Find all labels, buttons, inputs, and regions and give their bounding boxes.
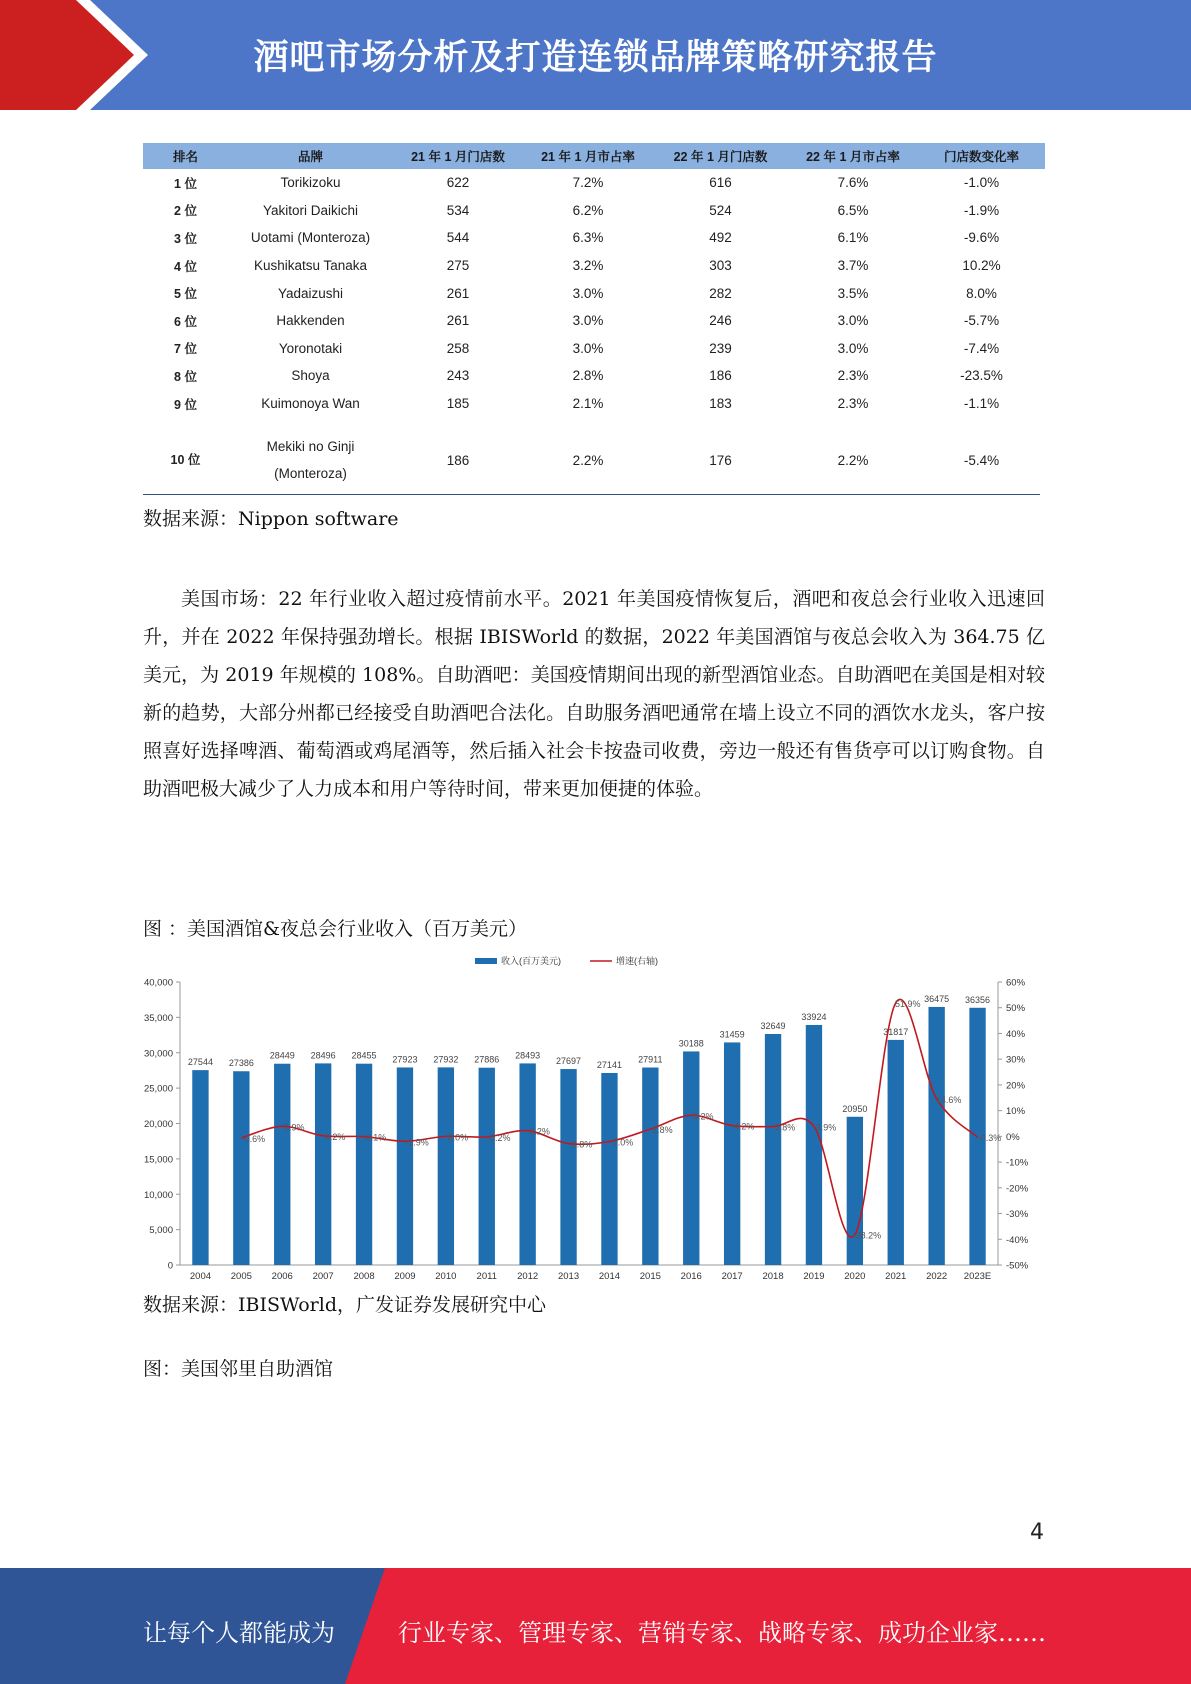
- share-22-cell: 2.3%: [837, 396, 869, 412]
- stores-21-cell: 622: [446, 175, 470, 191]
- bar: [642, 1068, 658, 1265]
- share-21-cell: 2.2%: [572, 452, 604, 468]
- share-22-cell: 7.6%: [837, 175, 869, 191]
- stores-21-cell: 534: [446, 202, 470, 218]
- y-right-tick-label: -50%: [1006, 1260, 1029, 1272]
- growth-value-label: 3.9%: [283, 1122, 305, 1133]
- change-cell: -7.4%: [963, 340, 1000, 356]
- col-header-brand: 品牌: [228, 143, 393, 169]
- y-right-tick-label: 0%: [1006, 1131, 1020, 1143]
- x-tick-label: 2012: [517, 1271, 539, 1282]
- rank-cell: 7 位: [174, 342, 197, 357]
- bar-value-label: 32649: [760, 1021, 786, 1032]
- y-right-tick-label: 20%: [1006, 1080, 1026, 1092]
- brand-line: (Monteroza): [274, 466, 347, 482]
- share-21-cell: 3.2%: [572, 258, 604, 274]
- table-row: [143, 224, 1045, 252]
- y-left-tick-label: 30,000: [143, 1048, 173, 1060]
- bar: [806, 1025, 822, 1265]
- bar: [397, 1067, 413, 1265]
- table-row: [143, 390, 1045, 418]
- share-21-cell: 6.3%: [572, 230, 604, 246]
- rank-cell: 10 位: [170, 452, 201, 467]
- bar: [315, 1063, 331, 1265]
- figure-caption-revenue: 图 ：美国酒馆&夜总会行业收入（百万美元）: [143, 918, 527, 940]
- bar-value-label: 33924: [801, 1011, 827, 1022]
- bar-value-label: 27923: [392, 1054, 418, 1065]
- share-21-cell: 3.0%: [572, 340, 604, 356]
- bar: [724, 1042, 740, 1265]
- brand-cell: Kushikatsu Tanaka: [253, 258, 368, 274]
- brand-cell: Hakkenden: [276, 313, 345, 329]
- y-left-tick-label: 25,000: [143, 1083, 173, 1095]
- bar: [233, 1071, 249, 1265]
- brand-cell: Uotami (Monteroza): [250, 230, 371, 246]
- y-right-tick-label: 10%: [1006, 1106, 1026, 1118]
- share-22-cell: 2.3%: [837, 368, 869, 384]
- bar: [847, 1117, 863, 1265]
- bar-value-label: 36356: [965, 994, 991, 1005]
- change-cell: 8.0%: [966, 285, 997, 301]
- growth-value-label: -1.9%: [405, 1137, 429, 1148]
- share-22-cell: 3.0%: [837, 340, 869, 356]
- brand-line: Mekiki no Ginji: [266, 439, 355, 455]
- growth-value-label: -0.6%: [241, 1133, 266, 1144]
- y-left-tick-label: 40,000: [143, 977, 173, 989]
- change-cell: -1.1%: [963, 396, 1000, 412]
- rank-cell: 4 位: [174, 259, 197, 274]
- x-tick-label: 2021: [885, 1271, 907, 1282]
- bar-value-label: 28496: [310, 1050, 336, 1061]
- us-bar-revenue-chart: [130, 948, 1050, 1286]
- brand-ranking-table: [143, 143, 1045, 489]
- bar-value-label: 31459: [719, 1029, 745, 1040]
- growth-value-label: -38.2%: [852, 1230, 882, 1241]
- rank-cell: 2 位: [174, 204, 197, 219]
- bar-value-label: 28493: [515, 1050, 541, 1061]
- change-cell: -5.7%: [963, 313, 1000, 329]
- share-22-cell: 2.2%: [837, 452, 869, 468]
- x-tick-label: 2009: [394, 1271, 416, 1282]
- table-row: [143, 335, 1045, 363]
- y-left-tick-label: 0: [167, 1260, 173, 1272]
- share-22-cell: 6.5%: [837, 202, 869, 218]
- bar-value-label: 27386: [228, 1058, 254, 1069]
- stores-21-cell: 544: [446, 230, 470, 246]
- table-bottom-rule: [143, 494, 1040, 495]
- growth-value-label: 0.0%: [447, 1132, 469, 1143]
- growth-value-label: 4.2%: [733, 1121, 755, 1132]
- table-source-note: 数据来源：Nippon software: [143, 508, 399, 530]
- brand-cell: Kuimonoya Wan: [261, 396, 360, 412]
- bar-value-label: 27932: [433, 1054, 459, 1065]
- y-right-tick-label: -20%: [1006, 1183, 1029, 1195]
- bar: [274, 1064, 290, 1265]
- bar-value-label: 28455: [351, 1050, 377, 1061]
- stores-21-cell: 261: [446, 313, 470, 329]
- x-tick-label: 2007: [312, 1271, 334, 1282]
- bar: [683, 1051, 699, 1265]
- share-21-cell: 2.1%: [572, 396, 604, 412]
- rank-cell: 6 位: [174, 314, 197, 329]
- bar: [765, 1034, 781, 1265]
- x-tick-label: 2006: [271, 1271, 293, 1282]
- table-row: [143, 252, 1045, 280]
- bar-value-label: 36475: [924, 993, 950, 1004]
- rank-cell: 3 位: [174, 231, 197, 246]
- share-21-cell: 6.2%: [572, 202, 604, 218]
- x-tick-label: 2019: [803, 1271, 825, 1282]
- x-tick-label: 2005: [230, 1271, 252, 1282]
- stores-22-cell: 524: [709, 202, 732, 218]
- bar-value-label: 27544: [187, 1057, 213, 1068]
- stores-22-cell: 303: [709, 258, 732, 274]
- bar: [601, 1073, 617, 1265]
- stores-21-cell: 258: [446, 340, 470, 356]
- bar: [438, 1067, 454, 1265]
- bar-value-label: 27697: [556, 1056, 582, 1067]
- y-right-tick-label: -40%: [1006, 1234, 1029, 1246]
- bar-value-label: 30188: [678, 1038, 704, 1049]
- share-22-cell: 6.1%: [837, 230, 869, 246]
- growth-value-label: 8.2%: [692, 1111, 714, 1122]
- change-cell: -5.4%: [963, 452, 1000, 468]
- share-21-cell: 3.0%: [572, 285, 604, 301]
- y-left-tick-label: 10,000: [143, 1189, 173, 1201]
- col-header-change: 门店数变化率: [918, 143, 1045, 169]
- rank-cell: 1 位: [174, 176, 197, 191]
- brand-cell: [228, 431, 393, 489]
- y-right-tick-label: 40%: [1006, 1028, 1026, 1040]
- stores-22-cell: 186: [709, 368, 732, 384]
- brand-cell: Yakitori Daikichi: [262, 202, 359, 218]
- footer-slogan-left: 让每个人都能成为: [143, 1619, 335, 1647]
- y-left-tick-label: 5,000: [149, 1225, 173, 1237]
- footer-slogan-right: 行业专家、管理专家、营销专家、战略专家、成功企业家……: [398, 1619, 1046, 1647]
- y-left-tick-label: 35,000: [143, 1012, 173, 1024]
- x-tick-label: 2020: [844, 1271, 866, 1282]
- x-tick-label: 2016: [680, 1271, 702, 1282]
- y-right-tick-label: 30%: [1006, 1054, 1026, 1066]
- growth-value-label: -0.3%: [977, 1133, 1002, 1144]
- page-number: 4: [1030, 1520, 1044, 1545]
- rank-cell: 9 位: [174, 397, 197, 412]
- brand-cell: Shoya: [291, 368, 330, 384]
- growth-value-label: 0.1%: [365, 1132, 387, 1143]
- change-cell: -1.9%: [963, 202, 1000, 218]
- stores-21-cell: 186: [446, 452, 470, 468]
- stores-22-cell: 239: [709, 340, 732, 356]
- y-right-tick-label: -30%: [1006, 1209, 1029, 1221]
- growth-value-label: -0.2%: [486, 1132, 511, 1143]
- y-left-tick-label: 20,000: [143, 1119, 173, 1130]
- table-row: [143, 169, 1045, 197]
- bar: [192, 1070, 208, 1265]
- change-cell: 10.2%: [962, 258, 1001, 274]
- col-header-share-22: 22 年 1 月市占率: [788, 143, 918, 169]
- x-tick-label: 2013: [557, 1271, 580, 1282]
- share-21-cell: 7.2%: [572, 175, 604, 191]
- bar: [888, 1040, 904, 1265]
- stores-22-cell: 616: [709, 175, 732, 191]
- bar-value-label: 20950: [842, 1103, 868, 1114]
- share-22-cell: 3.7%: [837, 258, 869, 274]
- figure-caption-selfservice: 图：美国邻里自助酒馆: [143, 1358, 334, 1380]
- col-header-share-21: 21 年 1 月市占率: [523, 143, 653, 169]
- col-header-stores-21: 21 年 1 月门店数: [393, 143, 523, 169]
- rank-cell: 8 位: [174, 369, 197, 384]
- growth-value-label: 3.8%: [774, 1122, 796, 1133]
- bar: [560, 1069, 576, 1265]
- growth-value-label: 2.2%: [529, 1126, 550, 1137]
- table-row: [143, 279, 1045, 307]
- report-title: 酒吧市场分析及打造连锁品牌策略研究报告: [253, 38, 938, 78]
- bar: [519, 1063, 535, 1265]
- stores-22-cell: 183: [709, 396, 732, 412]
- brand-cell: Yoronotaki: [278, 340, 343, 356]
- us-market-paragraph: 美国市场：22 年行业收入超过疫情前水平。2021 年美国疫情恢复后，酒吧和夜总会行业收入迅速回升，并在 2022 年保持强劲增长。根据 IBISWorld 的数据，2022 年美国酒馆与夜总会收入为 364.75 亿美元，为 2019 年规模的 108%。自助酒吧：美国疫情期间出现的新型酒馆业态。自助酒吧在美国是相对较新的趋势，大部分州都已经接受自助酒吧合法化。自助服务酒吧通常在墙上设立不同的酒饮水龙头，客户按照喜好选择啤酒、葡萄酒或鸡尾酒等，然后插入社会卡按盎司收费，旁边一般还有售货亭可以订购食物。自助酒吧极大减少了人力成本和用户等待时间，带来更加便捷的体验。: [143, 588, 1045, 800]
- x-tick-label: 2008: [353, 1271, 375, 1282]
- growth-value-label: 51.9%: [894, 998, 921, 1009]
- legend-label-revenue: 收入(百万美元): [501, 956, 561, 966]
- share-21-cell: 3.0%: [572, 313, 604, 329]
- growth-value-label: 0.2%: [324, 1131, 346, 1142]
- table-row: [143, 431, 1045, 489]
- x-tick-label: 2010: [435, 1271, 457, 1282]
- bar-value-label: 27886: [474, 1054, 500, 1065]
- stores-21-cell: 275: [446, 258, 470, 274]
- bar-value-label: 28449: [269, 1050, 295, 1061]
- x-tick-label: 2023E: [963, 1271, 992, 1282]
- bar-value-label: 27141: [596, 1059, 622, 1070]
- table-row: [143, 362, 1045, 390]
- stores-21-cell: 261: [446, 285, 470, 301]
- x-tick-label: 2018: [762, 1271, 784, 1282]
- y-left-tick-label: 15,000: [143, 1154, 173, 1166]
- table-row: [143, 197, 1045, 225]
- col-header-rank: 排名: [143, 143, 228, 169]
- y-right-tick-label: -10%: [1006, 1157, 1029, 1169]
- x-tick-label: 2014: [598, 1271, 621, 1282]
- share-22-cell: 3.5%: [837, 285, 869, 301]
- growth-value-label: 14.6%: [935, 1094, 962, 1105]
- legend-label-growth: 增速(右轴): [616, 956, 658, 966]
- brand-cell: Torikizoku: [280, 175, 341, 191]
- stores-22-cell: 282: [709, 285, 732, 301]
- growth-value-label: -2.0%: [609, 1137, 634, 1148]
- change-cell: -9.6%: [963, 230, 1000, 246]
- growth-value-label: 2.8%: [652, 1125, 673, 1136]
- stores-22-cell: 492: [709, 230, 732, 246]
- rank-cell: 5 位: [174, 287, 197, 302]
- share-21-cell: 2.8%: [572, 368, 604, 384]
- brand-cell: Yadaizushi: [277, 285, 344, 301]
- bar-value-label: 31817: [883, 1026, 909, 1037]
- growth-value-label: 3.9%: [815, 1122, 837, 1133]
- bar: [356, 1064, 372, 1265]
- growth-value-label: -2.8%: [568, 1139, 593, 1150]
- bar: [479, 1068, 495, 1265]
- bar: [928, 1007, 944, 1265]
- x-tick-label: 2015: [639, 1271, 661, 1282]
- stores-21-cell: 185: [446, 396, 470, 412]
- stores-22-cell: 246: [709, 313, 732, 329]
- stores-22-cell: 176: [709, 452, 732, 468]
- change-cell: -23.5%: [960, 368, 1003, 384]
- stores-21-cell: 243: [446, 368, 470, 384]
- x-tick-label: 2017: [721, 1271, 743, 1282]
- col-header-stores-22: 22 年 1 月门店数: [653, 143, 788, 169]
- x-tick-label: 2004: [189, 1271, 212, 1282]
- x-tick-label: 2022: [926, 1271, 948, 1282]
- bar-value-label: 27911: [638, 1054, 663, 1065]
- table-header-row: [143, 143, 1045, 169]
- share-22-cell: 3.0%: [837, 313, 869, 329]
- y-right-tick-label: 50%: [1006, 1003, 1026, 1015]
- x-tick-label: 2011: [476, 1271, 497, 1282]
- y-right-tick-label: 60%: [1006, 977, 1026, 989]
- chart-source-note: 数据来源：IBISWorld，广发证券发展研究中心: [143, 1294, 546, 1316]
- change-cell: -1.0%: [963, 175, 1000, 191]
- table-row: [143, 307, 1045, 335]
- legend-swatch-revenue: [475, 958, 497, 964]
